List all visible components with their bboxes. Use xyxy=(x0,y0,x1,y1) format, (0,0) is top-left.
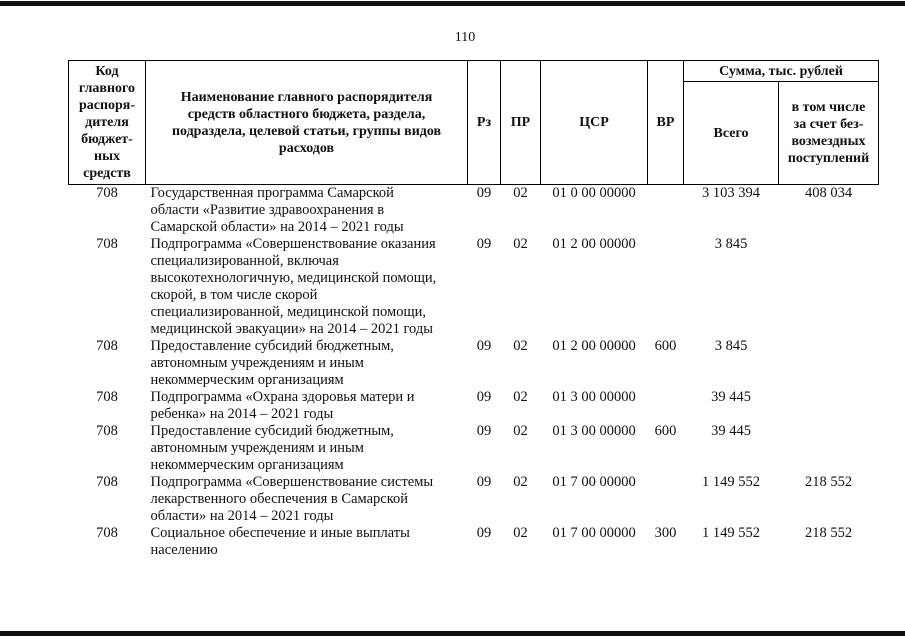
table-row xyxy=(69,525,879,559)
header-total: Всего xyxy=(684,82,779,185)
pr-cell: 02 xyxy=(513,423,528,439)
code-cell: 708 xyxy=(96,338,118,354)
csr-cell: 01 7 00 00000 xyxy=(552,525,636,541)
table-row xyxy=(69,338,879,389)
csr-cell: 01 2 00 00000 xyxy=(552,338,636,354)
code-cell: 708 xyxy=(96,423,118,439)
code-cell: 708 xyxy=(96,525,118,541)
header-code: Код главного распоря- дителя бюджет- ных средств xyxy=(69,61,146,185)
code-cell: 708 xyxy=(96,389,118,405)
total-cell: 3 103 394 xyxy=(702,185,760,201)
code-cell: 708 xyxy=(96,236,118,252)
rz-cell: 09 xyxy=(476,236,492,252)
total-cell: 1 149 552 xyxy=(702,525,760,541)
vr-cell xyxy=(648,185,684,237)
rz-cell: 09 xyxy=(476,185,492,201)
vr-cell: 600 xyxy=(654,423,677,439)
pr-cell: 02 xyxy=(513,236,528,252)
budget-table xyxy=(68,60,879,559)
pr-cell: 02 xyxy=(513,389,528,405)
scan-edge-top xyxy=(0,1,905,6)
total-cell: 39 445 xyxy=(711,423,751,439)
name-cell: Подпрограмма «Совершенствование системы лекарственного обеспечения в Самарской области» на 2014 – 2021 годы xyxy=(150,474,434,524)
rz-cell: 09 xyxy=(476,423,492,439)
table-row xyxy=(69,236,879,338)
header-row xyxy=(69,61,879,82)
total-cell: 39 445 xyxy=(711,389,751,405)
gratuitous-cell xyxy=(779,236,879,338)
header-sum-group: Сумма, тыс. рублей xyxy=(684,61,879,82)
total-cell: 3 845 xyxy=(714,338,748,354)
header-vr: ВР xyxy=(648,61,684,185)
table-row xyxy=(69,185,879,237)
rz-cell: 09 xyxy=(476,525,492,541)
scan-edge-bottom xyxy=(0,631,905,636)
header-name: Наименование главного распорядителя средств областного бюджета, раздела, подраздела, целевой статьи, группы видов расходов xyxy=(146,61,468,185)
page-number: 110 xyxy=(454,30,476,45)
header-rz: Рз xyxy=(468,61,501,185)
code-cell: 708 xyxy=(96,185,118,201)
vr-cell xyxy=(648,474,684,525)
name-cell: Социальное обеспечение и иные выплаты населению xyxy=(150,525,410,558)
vr-cell: 600 xyxy=(654,338,677,354)
table-row xyxy=(69,423,879,474)
pr-cell: 02 xyxy=(513,525,528,541)
csr-cell: 01 0 00 00000 xyxy=(552,185,636,201)
csr-cell: 01 3 00 00000 xyxy=(552,389,636,405)
total-cell: 3 845 xyxy=(714,236,748,252)
name-cell: Подпрограмма «Охрана здоровья матери и ребенка» на 2014 – 2021 годы xyxy=(150,389,415,422)
header-pr: ПР xyxy=(501,61,541,185)
vr-cell xyxy=(648,389,684,423)
pr-cell: 02 xyxy=(513,338,528,354)
vr-cell xyxy=(648,236,684,338)
rz-cell: 09 xyxy=(476,474,492,490)
name-cell: Предоставление субсидий бюджетным, автономным учреждениям и иным некоммерческим организациям xyxy=(150,338,394,388)
table-row xyxy=(69,389,879,423)
gratuitous-cell xyxy=(779,389,879,423)
name-cell: Государственная программа Самарской области «Развитие здравоохранения в Самарской области» на 2014 – 2021 годы xyxy=(150,185,404,235)
pr-cell: 02 xyxy=(513,185,528,201)
csr-cell: 01 7 00 00000 xyxy=(552,474,636,490)
rz-cell: 09 xyxy=(476,389,492,405)
csr-cell: 01 2 00 00000 xyxy=(552,236,636,252)
vr-cell: 300 xyxy=(654,525,677,541)
gratuitous-cell xyxy=(779,423,879,474)
header-gratuitous: в том числе за счет без- возмездных поступлений xyxy=(779,82,879,185)
gratuitous-cell: 218 552 xyxy=(804,525,853,541)
header-csr: ЦСР xyxy=(541,61,648,185)
table-row xyxy=(69,474,879,525)
gratuitous-cell xyxy=(779,338,879,389)
gratuitous-cell: 218 552 xyxy=(804,474,853,490)
pr-cell: 02 xyxy=(513,474,528,490)
code-cell: 708 xyxy=(96,474,118,490)
table-header xyxy=(69,61,879,185)
total-cell: 1 149 552 xyxy=(702,474,760,490)
gratuitous-cell: 408 034 xyxy=(804,185,853,201)
csr-cell: 01 3 00 00000 xyxy=(552,423,636,439)
name-cell: Подпрограмма «Совершенствование оказания специализированной, включая высокотехнологичную, медицинской помощи, скорой, в том числе скорой специализированной, медицинской помощи, медицинской эвакуации» на 2014 – 2021 годы xyxy=(150,236,437,337)
rz-cell: 09 xyxy=(476,338,492,354)
name-cell: Предоставление субсидий бюджетным, автономным учреждениям и иным некоммерческим организациям xyxy=(150,423,394,473)
table-body xyxy=(69,185,879,560)
